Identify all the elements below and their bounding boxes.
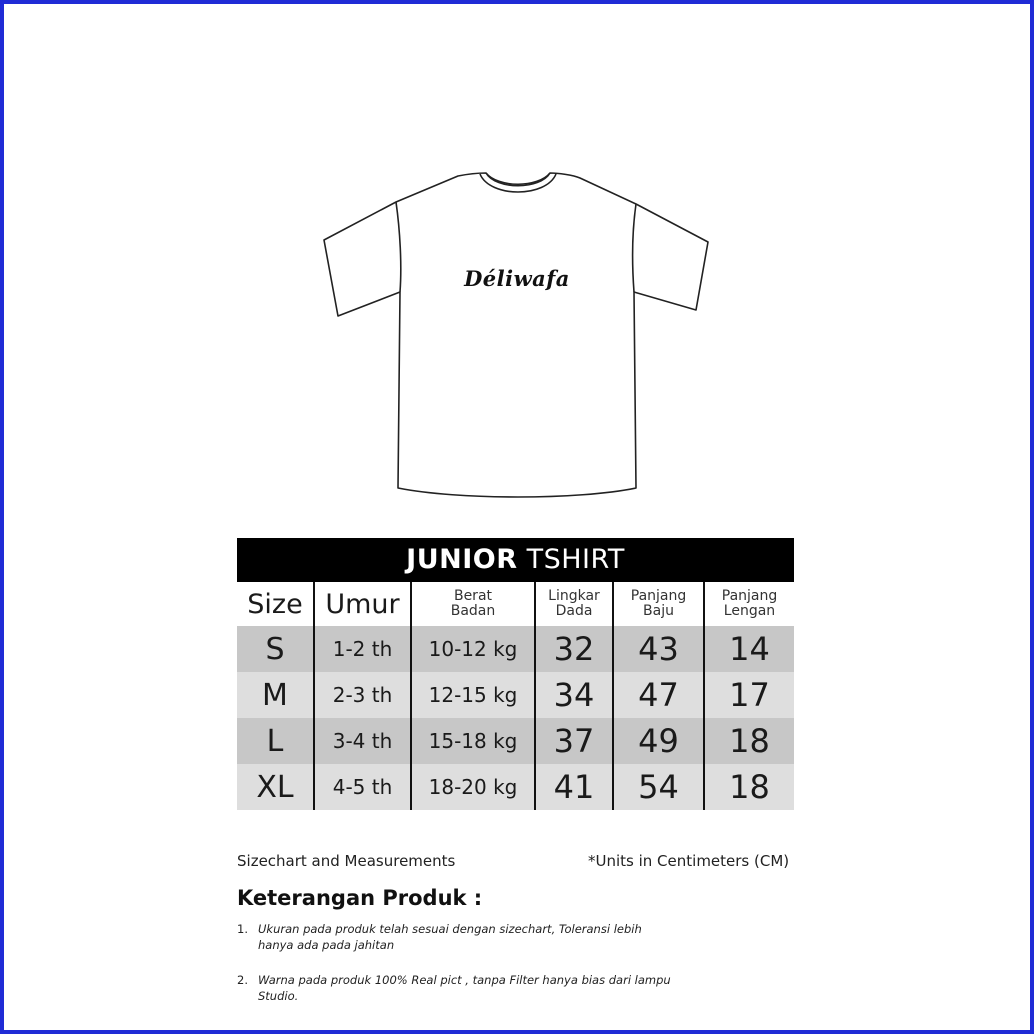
cell-size: M — [237, 672, 315, 718]
cell-weight: 12-15 kg — [412, 672, 536, 718]
table-row — [237, 718, 794, 764]
cell-age: 1-2 th — [315, 626, 412, 672]
table-header-row — [237, 582, 794, 626]
cell-sleeve: 17 — [729, 676, 770, 714]
header-weight-line1: Berat — [453, 588, 493, 604]
cell-weight: 15-18 kg — [412, 718, 536, 764]
cell-length: 43 — [614, 626, 705, 672]
table-row — [237, 764, 794, 810]
header-sleeve-line1: Panjang — [721, 588, 778, 604]
brand-logo: Déliwafa — [464, 266, 570, 291]
note-text: Ukuran pada produk telah sesuai dengan sizechart, Toleransi lebih hanya ada pada jahitan — [258, 922, 642, 952]
cell-age: 4-5 th — [315, 764, 412, 810]
cell-chest: 34 — [536, 672, 614, 718]
table-row — [237, 626, 794, 672]
cell-chest: 41 — [536, 764, 614, 810]
cell-sleeve: 14 — [729, 630, 770, 668]
list-item — [237, 972, 677, 1004]
table-title-rest: TSHIRT — [526, 544, 625, 575]
keterangan-list — [237, 921, 677, 1023]
header-age: Umur — [315, 582, 412, 626]
header-chest-line1: Lingkar — [548, 588, 600, 604]
note-text: Warna pada produk 100% Real pict , tanpa Filter hanya bias dari lampu Studio. — [258, 973, 671, 1003]
size-chart-table — [237, 538, 794, 810]
cell-sleeve: 18 — [729, 768, 770, 806]
header-weight — [412, 582, 536, 626]
cell-length: 47 — [614, 672, 705, 718]
cell-weight: 10-12 kg — [412, 626, 536, 672]
header-chest-line2: Dada — [555, 603, 593, 619]
header-size: Size — [237, 582, 315, 626]
cell-length: 49 — [614, 718, 705, 764]
keterangan-title: Keterangan Produk : — [237, 886, 483, 910]
header-length-line2: Baju — [643, 603, 674, 619]
cell-age: 2-3 th — [315, 672, 412, 718]
header-length-line1: Panjang — [630, 588, 687, 604]
cell-chest: 32 — [536, 626, 614, 672]
list-item — [237, 921, 677, 953]
caption-units: *Units in Centimeters (CM) — [588, 852, 790, 870]
table-title — [237, 538, 794, 582]
cell-chest: 37 — [536, 718, 614, 764]
caption-sizechart: Sizechart and Measurements — [237, 852, 456, 870]
cell-sleeve: 18 — [729, 722, 770, 760]
header-weight-line2: Badan — [450, 603, 496, 619]
table-title-bold: JUNIOR — [406, 544, 518, 575]
cell-age: 3-4 th — [315, 718, 412, 764]
note-number: 2. — [237, 973, 248, 987]
tshirt-illustration — [318, 170, 718, 506]
cell-size: L — [237, 718, 315, 764]
cell-size: S — [237, 626, 315, 672]
header-sleeve-line2: Lengan — [723, 603, 776, 619]
cell-length: 54 — [614, 764, 705, 810]
header-length — [614, 582, 705, 626]
table-row — [237, 672, 794, 718]
cell-weight: 18-20 kg — [412, 764, 536, 810]
header-chest — [536, 582, 614, 626]
note-number: 1. — [237, 922, 248, 936]
header-sleeve — [705, 582, 794, 626]
cell-size: XL — [237, 764, 315, 810]
